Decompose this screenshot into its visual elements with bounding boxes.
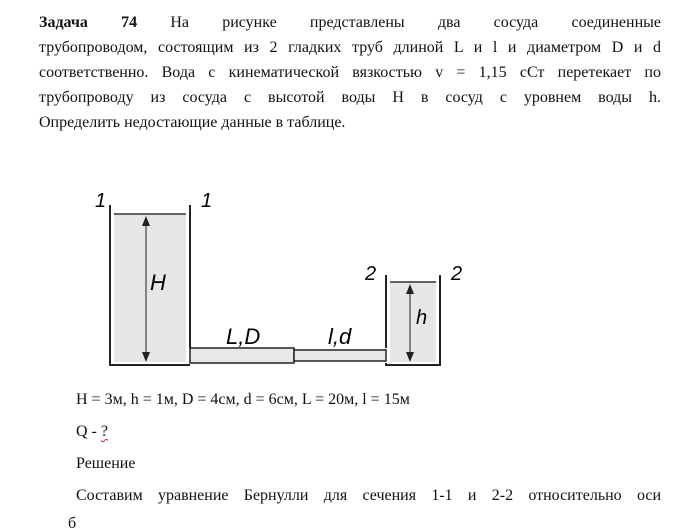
problem-line-3: соответственно. Вода с кинематической вязкостью v = 1,15 сСт перетекает по: [39, 64, 661, 81]
problem-line-2: трубопроводом, состоящим из 2 гладких труб длиной L и l и диаметром D и d: [39, 39, 661, 56]
label-l-d: l,d: [328, 324, 352, 349]
pipe-L-D: [190, 348, 294, 363]
section-label-2-left: 2: [365, 263, 377, 285]
section-label-1-right: 1: [201, 190, 213, 212]
solution-text: Составим уравнение Бернулли для сечения 1-1 и 2-2 относительно оси: [76, 487, 661, 504]
unknown-mark: ?: [100, 423, 108, 440]
label-H: H: [150, 270, 166, 295]
unknown-quantity: Q - ?: [76, 423, 108, 440]
problem-line-4: трубопроводу из сосуда с высотой воды H в сосуд с уровнем воды h.: [39, 89, 661, 106]
problem-number: Задача 74: [39, 14, 138, 31]
given-data: H = 3м, h = 1м, D = 4см, d = 6см, L = 20м, l = 15м: [76, 391, 410, 408]
pipe-l-d: [294, 350, 386, 361]
section-label-1-left: 1: [95, 190, 107, 212]
section-label-2-right: 2: [451, 263, 463, 285]
label-h: h: [416, 307, 428, 329]
solution-heading: Решение: [76, 455, 136, 472]
problem-line-5: Определить недостающие данные в таблице.: [39, 114, 346, 131]
cut-off-text: б: [68, 515, 77, 532]
problem-line-1: Задача 74 На рисунке представлены два сосуда соединенные: [39, 14, 662, 31]
label-L-D: L,D: [226, 324, 261, 349]
